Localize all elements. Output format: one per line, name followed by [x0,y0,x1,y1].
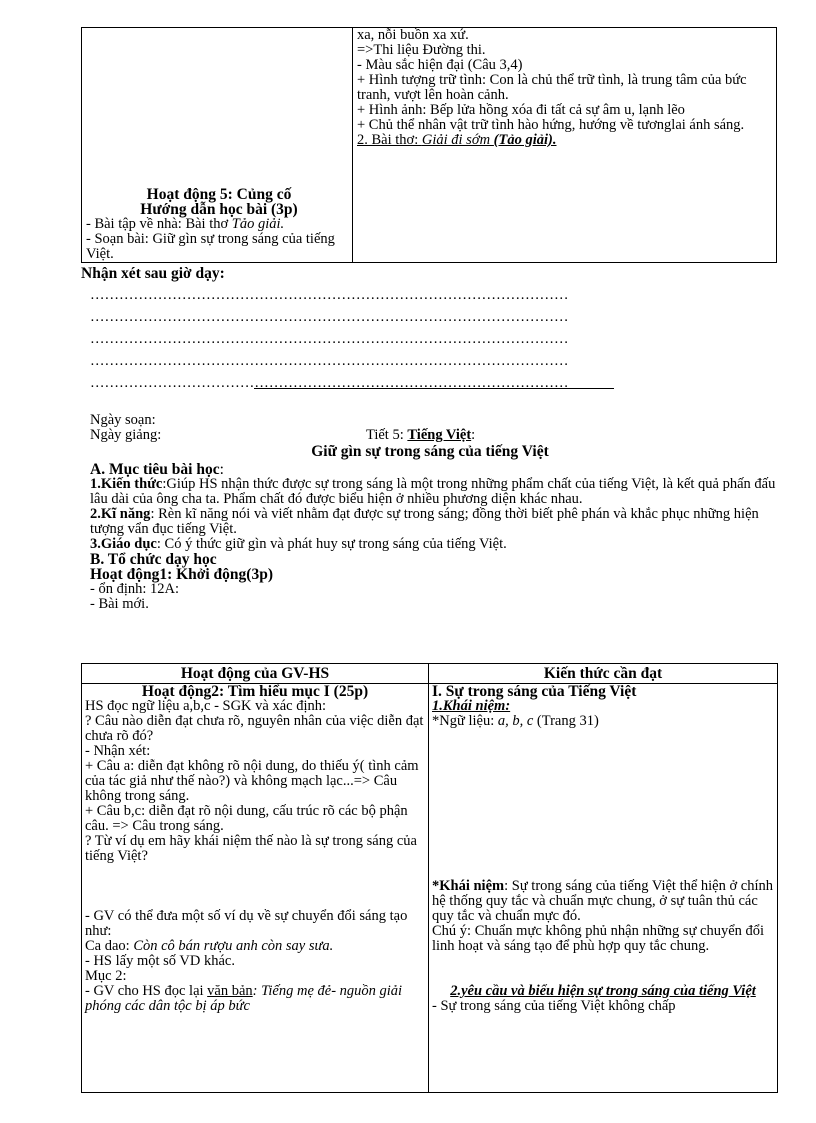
section-a-heading: A. Mục tiêu bài học [90,461,220,478]
new-lesson-line: - Bài mới. [90,596,149,612]
text-line: ? Từ ví dụ em hãy khái niệm thế nào là sự trong sáng của tiếng Việt? [85,833,417,864]
text-line: HS đọc ngữ liệu a,b,c - SGK và xác định: [85,698,327,714]
text-line: + Hình tượng trữ tình: Con là chủ thể trữ tình, là trung tâm của bức tranh, vượt lên hoàn cảnh. [357,72,747,103]
text-line: - HS lấy một số VD khác. [85,953,235,969]
prepare-line: - Soạn bài: Giữ gìn sự trong sáng của tiếng Việt. [86,231,335,262]
stabilize-line: - ổn định: 12A: [90,581,180,597]
text-line: - GV có thể đưa một số ví dụ về sự chuyển đổi sáng tạo như: [85,908,408,939]
lesson-title: Giữ gìn sự trong sáng của tiếng Việt [311,443,549,460]
underline-rule [254,388,614,389]
text-line: - Sự trong sáng của tiếng Việt không chấp [432,998,676,1014]
remarks-title: Nhận xét sau giờ dạy: [81,265,225,282]
folk-example: Ca dao: Còn cô bán rượu anh còn say sưa. [85,938,334,954]
dotted-line: ……………………………………………………………………………………… [90,288,569,303]
education-objective: 3.Giáo dục: Có ý thức giữ gìn và phát huy sự trong sáng của tiếng Việt. [90,536,507,552]
period-label: Tiết 5: Tiếng Việt: [366,427,476,443]
requirements-heading: 2.yêu cầu và biểu hiện sự trong sáng của tiếng Việt [450,983,756,999]
date-taught: Ngày giảng: [90,427,162,443]
dotted-line: ……………………………………………………………………………………… [90,332,569,347]
homework-line: - Bài tập về nhà: Bài thơ Tảo giải. [86,216,285,232]
objectives-block: A. Mục tiêu bài học: 1.Kiến thức:Giúp HS nhận thức được sự trong sáng là một trong những phẩm chất của tiếng Việt, là kết quả phấn đấu lâu dài của ông cha ta. Phẩm chất đó được biểu hiện ở nhiều phương diện khác nhau. 2.Kĩ năng: Rèn kĩ năng nói và viết nhằm đạt được sự trong sáng; đồng thời biết phê phán và khắc phục những hiện tượng vẩn đục tiếng Việt. 3.Giáo dục: Có ý thức giữ gìn và phát huy sự trong sáng của tiếng Việt. B. Tổ chức dạy học Hoạt động1: Khởi động(3p) - ổn định: 12A: - Bài mới. [90,462,780,612]
reading-line: - GV cho HS đọc lại văn bản: Tiếng mẹ đẻ- nguồn giải phóng các dân tộc bị áp bức [85,983,403,1014]
text-line: + Câu a: diễn đạt không rõ nội dung, do thiếu ý( tình cảm của tác giả như thế nào?) và không mạch lạc...=> Câu không trong sáng. [85,758,419,804]
source-line: *Ngữ liệu: a, b, c (Trang 31) [432,713,599,729]
col-header-knowledge: Kiến thức cần đạt [429,664,778,684]
dotted-line: ……………………………………………………………………………………… [90,354,569,369]
top-right-cell [353,28,777,263]
activity2-heading: Hoạt động2: Tìm hiểu mục I (25p) [141,683,369,700]
activity1-heading: Hoạt động1: Khởi động(3p) [90,566,273,583]
text-line: xa, nỗi buồn xa xứ. [357,27,469,43]
knowledge-cell [429,684,778,1093]
concept-definition: *Khái niệm: Sự trong sáng của tiếng Việt thể hiện ở chính hệ thống quy tắc và chuẩn mực chung, ở sự tuân thủ các quy tắc và chuẩn mực đó. [432,878,774,924]
dotted-line: ……………………………………………………………………………………… [90,310,569,325]
date-prepared: Ngày soạn: [90,412,156,428]
dotted-line: ……………………………………………………………………………………… [90,376,569,391]
col-header-activities: Hoạt động của GV-HS [82,664,429,684]
text-line: - Màu sắc hiện đại (Câu 3,4) [357,57,523,73]
poem-line: 2. Bài thơ: Giải đi sớm (Tảo giải). [357,132,557,148]
text-line: + Hình ảnh: Bếp lửa hồng xóa đi tất cả sự âm u, lạnh lẽo [357,102,685,118]
text-line: - Nhận xét: [85,743,151,759]
text-line: ? Câu nào diễn đạt chưa rõ, nguyên nhân của việc diễn đạt chưa rõ đó? [85,713,424,744]
activity5-heading: Hoạt động 5: Củng cố [146,186,292,203]
skill-objective: 2.Kĩ năng: Rèn kĩ năng nói và viết nhằm đạt được sự trong sáng; đồng thời biết phê phán và khắc phục những hiện tượng vẩn đục tiếng Việt. [90,506,759,537]
top-left-cell [82,28,353,263]
text-line: Mục 2: [85,968,127,984]
text-line: + Chủ thể nhân vật trữ tình hào hứng, hướng về tươnglai ánh sáng. [357,117,745,133]
main-table [81,663,778,1093]
note-line: Chú ý: Chuẩn mực không phủ nhận những sự chuyển đổi linh hoạt và sáng tạo để phù hợp quy tắc chung. [432,923,765,954]
activities-cell [82,684,429,1093]
activity5-subheading: Hướng dẫn học bài (3p) [140,201,298,218]
text-line: =>Thi liệu Đường thi. [357,42,486,58]
concept-heading: 1.Khái niệm: [432,698,511,714]
section-i-heading: I. Sự trong sáng của Tiếng Việt [432,683,637,700]
knowledge-objective: 1.Kiến thức:Giúp HS nhận thức được sự trong sáng là một trong những phẩm chất của tiếng Việt, là kết quả phấn đấu lâu dài của ông cha ta. Phẩm chất đó được biểu hiện ở nhiều phương diện khác nhau. [90,476,776,507]
section-b-heading: B. Tổ chức dạy học [90,551,217,568]
top-table [81,27,777,263]
text-line: + Câu b,c: diễn đạt rõ nội dung, cấu trúc rõ các bộ phận câu. => Câu trong sáng. [85,803,408,834]
